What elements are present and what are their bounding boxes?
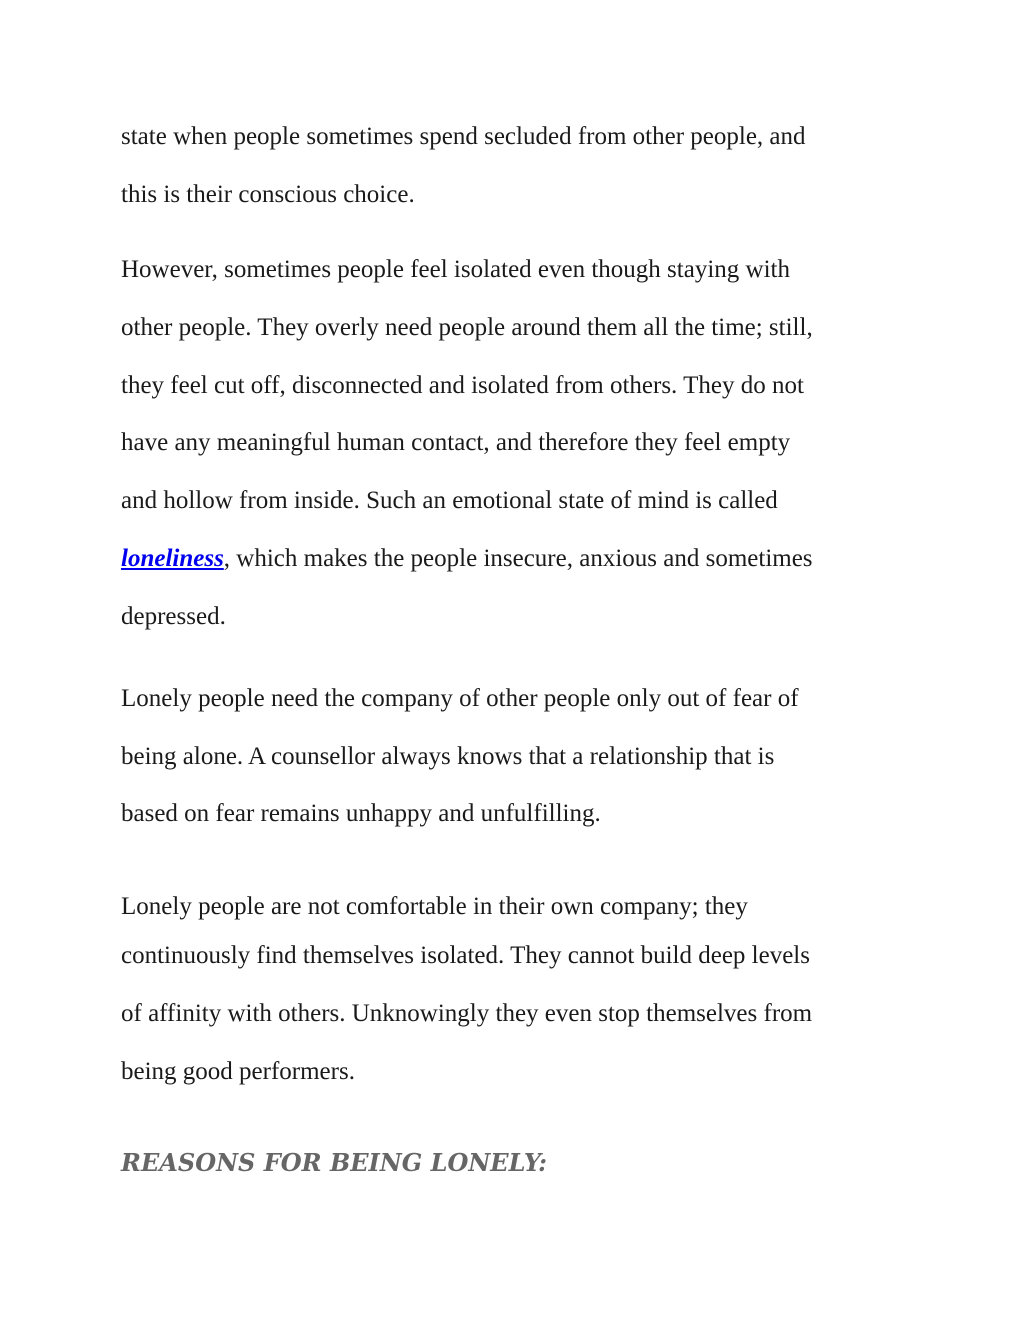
paragraph-4-line-4: being good performers. — [121, 1058, 355, 1085]
paragraph-1-line-2: this is their conscious choice. — [121, 181, 415, 208]
loneliness-link[interactable]: loneliness — [121, 545, 224, 572]
paragraph-2-line-3: they feel cut off, disconnected and isolated from others. They do not — [121, 372, 804, 399]
paragraph-2-line-4: have any meaningful human contact, and therefore they feel empty — [121, 429, 791, 456]
paragraph-3-line-2: being alone. A counsellor always knows that a relationship that is — [121, 743, 775, 770]
paragraph-1-line-1: state when people sometimes spend secluded from other people, and — [121, 123, 806, 150]
paragraph-2-line-7: depressed. — [121, 603, 226, 630]
paragraph-2-line-2: other people. They overly need people around them all the time; still, — [121, 314, 813, 341]
paragraph-4-line-3: of affinity with others. Unknowingly they even stop themselves from — [121, 1000, 813, 1027]
paragraph-3-line-1: Lonely people need the company of other people only out of fear of — [121, 685, 799, 712]
paragraph-3-line-3: based on fear remains unhappy and unfulfilling. — [121, 800, 601, 827]
paragraph-4-line-2: continuously find themselves isolated. They cannot build deep levels — [121, 942, 810, 969]
paragraph-2-line-1: However, sometimes people feel isolated even though staying with — [121, 256, 790, 283]
paragraph-2-line-6-text: , which makes the people insecure, anxious and sometimes — [223, 545, 813, 572]
paragraph-2-line-5: and hollow from inside. Such an emotional state of mind is called — [121, 487, 778, 514]
section-heading: REASONS FOR BEING LONELY: — [121, 1148, 547, 1177]
paragraph-4-line-1: Lonely people are not comfortable in their own company; they — [121, 893, 748, 920]
paragraph-2-line-6 — [121, 544, 813, 574]
